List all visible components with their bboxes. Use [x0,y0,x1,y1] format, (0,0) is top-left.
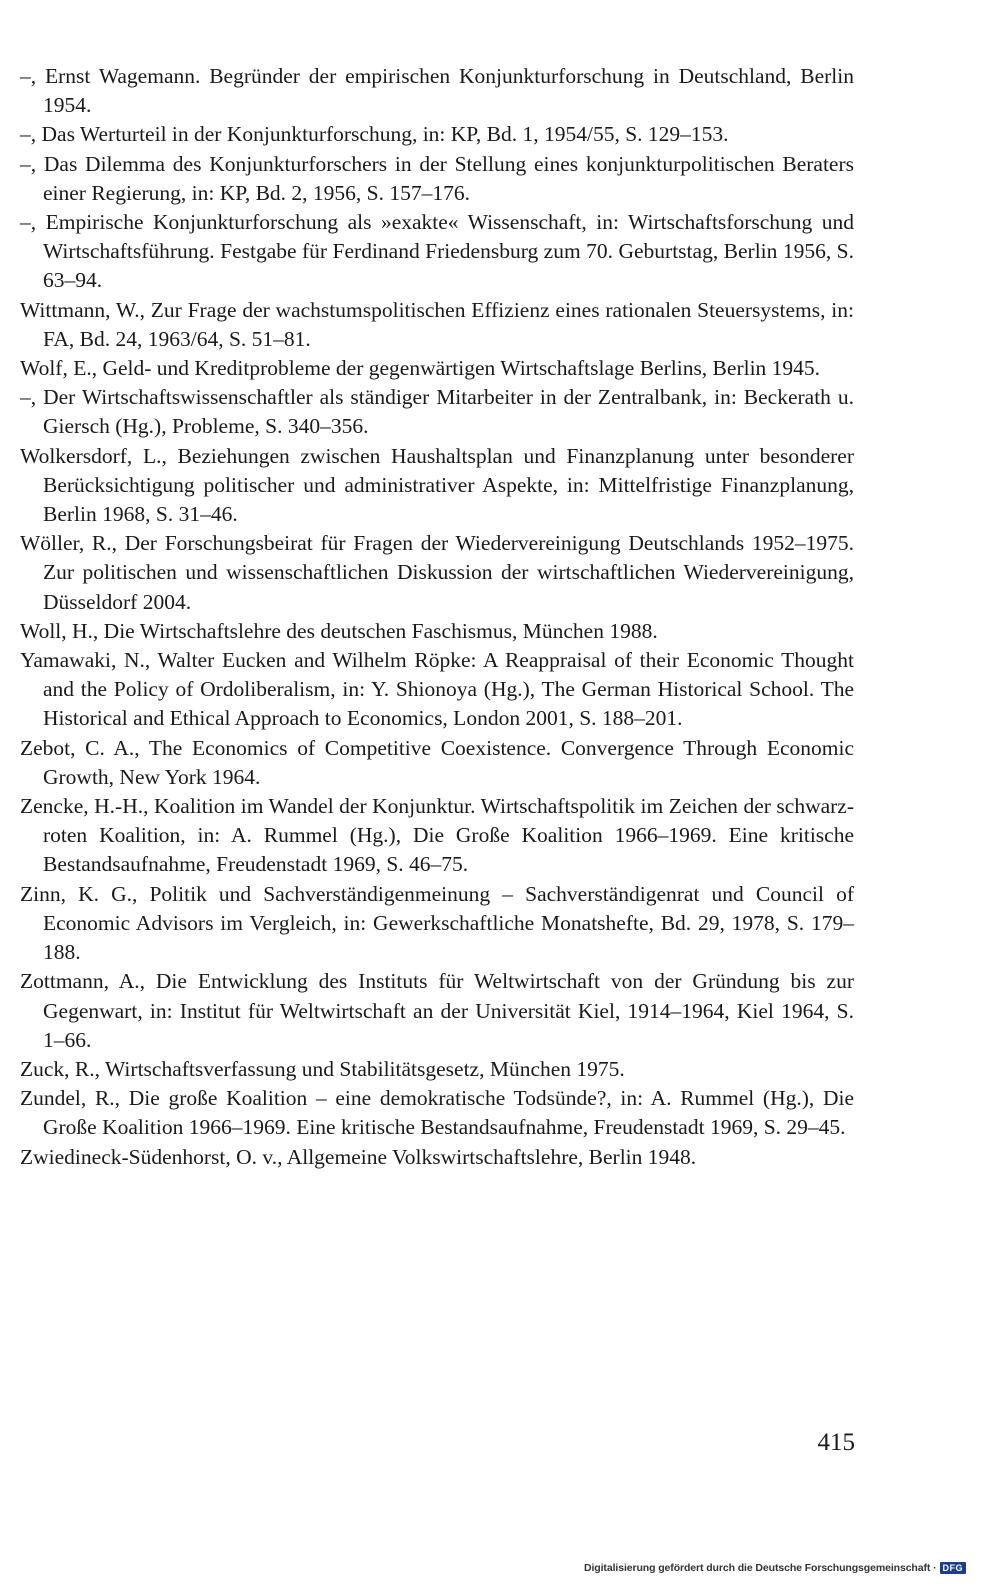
digitization-footer [584,1562,966,1574]
bibliography-entry: –, Das Dilemma des Konjunkturforschers in der Stellung eines konjunkturpolitischen Beraters einer Regierung, in: KP, Bd. 2, 1956, S. 157–176. [20,151,854,205]
footer-text: Digitalisierung gefördert durch die Deutsche Forschungsgemeinschaft · [584,1562,937,1574]
bibliography-entry: Zebot, C. A., The Economics of Competitive Coexistence. Convergence Through Economic Growth, New York 1964. [20,735,854,789]
bibliography-entry: –, Das Werturteil in der Konjunkturforschung, in: KP, Bd. 1, 1954/55, S. 129–153. [20,122,729,147]
bibliography-entry: Zundel, R., Die große Koalition – eine demokratische Todsünde?, in: A. Rummel (Hg.), Die Große Koalition 1966–1969. Eine kritische Bestandsaufnahme, Freudenstadt 1969, S. 29–45. [20,1086,854,1140]
bibliography-entry: Wolkersdorf, L., Beziehungen zwischen Haushaltsplan und Finanzplanung unter besonderer Berücksichtigung politischer und administrativer Aspekte, in: Mittelfristige Finanzplanung, Berlin 1968, S. 31–46. [20,443,854,527]
bibliography-entry: –, Ernst Wagemann. Begründer der empirischen Konjunkturforschung in Deutschland, Berlin 1954. [20,64,854,118]
bibliography-list [20,62,854,1172]
bibliography-entry: Zuck, R., Wirtschaftsverfassung und Stabilitätsgesetz, München 1975. [20,1056,625,1081]
bibliography-entry: Zencke, H.-H., Koalition im Wandel der Konjunktur. Wirtschaftspolitik im Zeichen der schwarz-roten Koalition, in: A. Rummel (Hg.), Die Große Koalition 1966–1969. Eine kritische Bestandsaufnahme, Freudenstadt 1969, S. 46–75. [20,794,854,877]
bibliography-entry: Yamawaki, N., Walter Eucken and Wilhelm Röpke: A Reappraisal of their Economic Thought and the Policy of Ordoliberalism, in: Y. Shionoya (Hg.), The German Historical School. The Historical and Ethical Approach to Economics, London 2001, S. 188–201. [20,648,854,731]
bibliography-entry: –, Empirische Konjunkturforschung als »exakte« Wissenschaft, in: Wirtschaftsforschung und Wirtschaftsführung. Festgabe für Ferdinand Friedensburg zum 70. Geburtstag, Berlin 1956, S. 63–94. [20,210,854,293]
dfg-logo-icon: DFG [940,1562,967,1574]
bibliography-entry: Zottmann, A., Die Entwicklung des Instituts für Weltwirtschaft von der Gründung bis zur Gegenwart, in: Institut für Weltwirtschaft an der Universität Kiel, 1914–1964, Kiel 1964, S. 1–66. [20,969,854,1052]
bibliography-entry: Wöller, R., Der Forschungsbeirat für Fragen der Wiedervereinigung Deutschlands 1952–1975. Zur politischen und wissenschaftlichen Diskussion der wirtschaftlichen Wiedervereinigung, Düsseldorf 2004. [20,531,854,614]
bibliography-entry: –, Der Wirtschaftswissenschaftler als ständiger Mitarbeiter in der Zentralbank, in: Beckerath u. Giersch (Hg.), Probleme, S. 340–356. [20,385,854,439]
bibliography-entry: Wittmann, W., Zur Frage der wachstumspolitischen Effizienz eines rationalen Steuersystems, in: FA, Bd. 24, 1963/64, S. 51–81. [20,297,854,351]
bibliography-entry: Zinn, K. G., Politik und Sachverständigenmeinung – Sachverständigenrat und Council of Economic Advisors im Vergleich, in: Gewerkschaftliche Monatshefte, Bd. 29, 1978, S. 179–188. [20,881,854,965]
page-number: 415 [817,1429,855,1456]
bibliography-entry: Zwiedineck-Südenhorst, O. v., Allgemeine Volkswirtschaftslehre, Berlin 1948. [20,1144,697,1169]
bibliography-entry: Wolf, E., Geld- und Kreditprobleme der gegenwärtigen Wirtschaftslage Berlins, Berlin 1945. [20,356,821,381]
bibliography-entry: Woll, H., Die Wirtschaftslehre des deutschen Faschismus, München 1988. [20,618,658,643]
